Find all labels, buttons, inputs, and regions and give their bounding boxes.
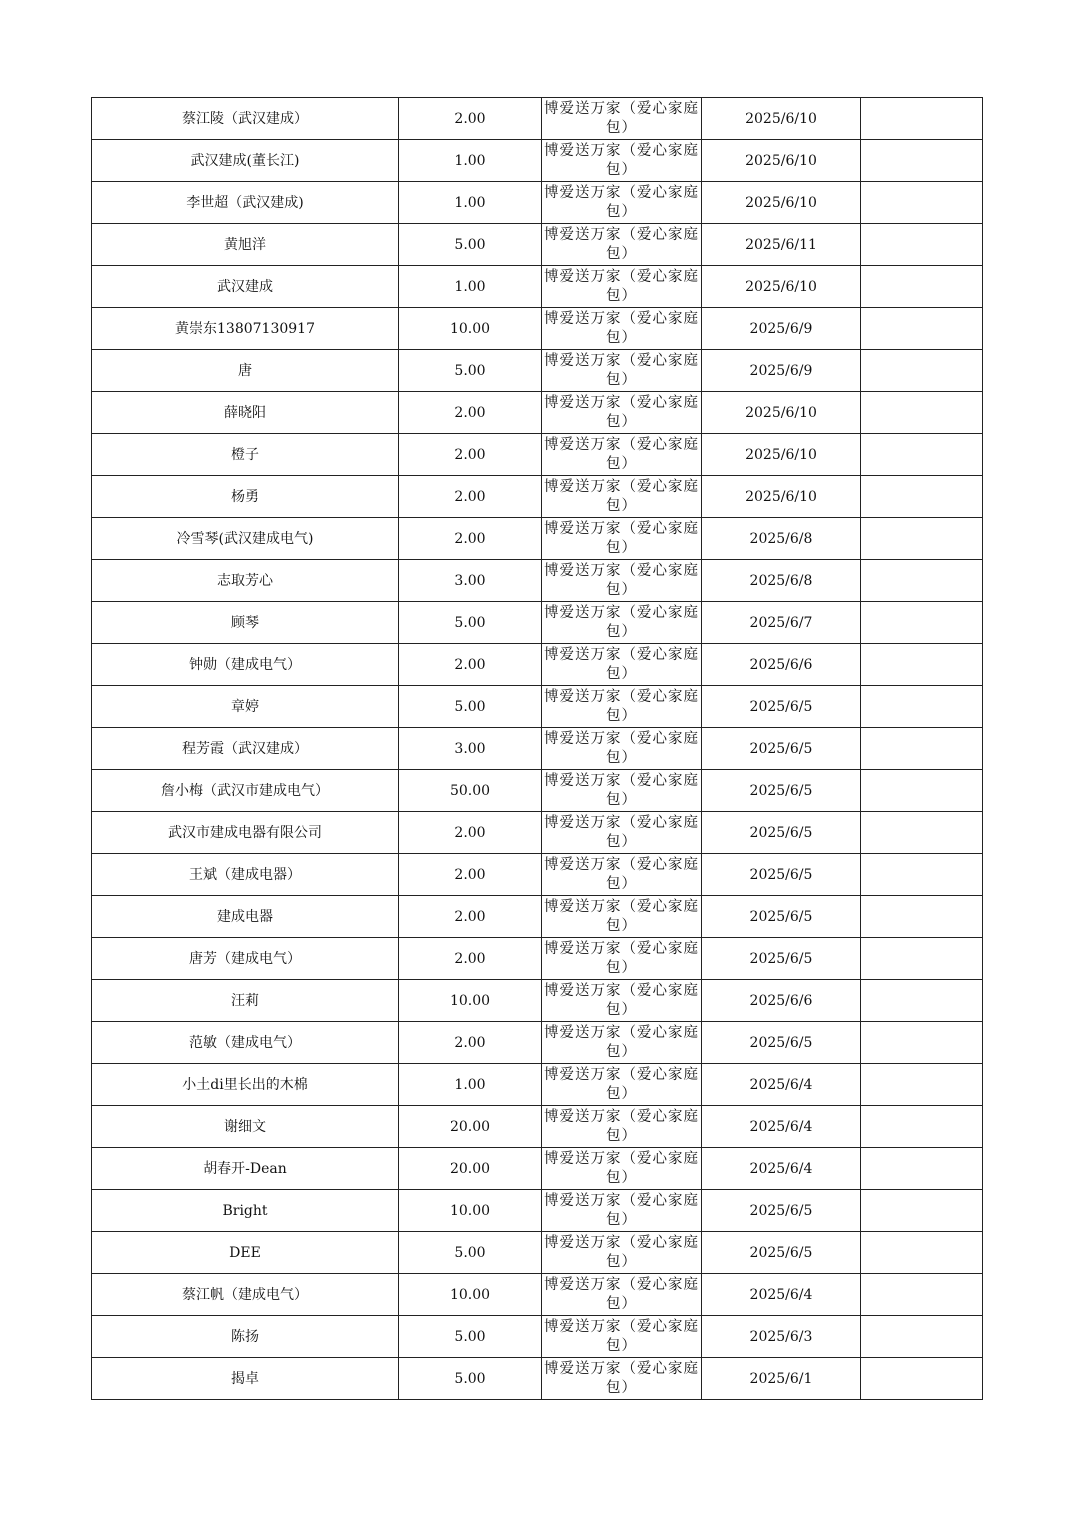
note-cell: [861, 854, 983, 896]
note-cell: [861, 98, 983, 140]
project-cell: 博爱送万家（爱心家庭包）: [542, 560, 702, 602]
donor-name-cell: 杨勇: [92, 476, 399, 518]
note-cell: [861, 1148, 983, 1190]
date-cell: 2025/6/6: [702, 980, 861, 1022]
project-cell: 博爱送万家（爱心家庭包）: [542, 980, 702, 1022]
project-cell: 博爱送万家（爱心家庭包）: [542, 1190, 702, 1232]
table-row: [92, 1106, 983, 1148]
date-cell: 2025/6/9: [702, 308, 861, 350]
table-row: [92, 896, 983, 938]
table-row: [92, 938, 983, 980]
donor-name-cell: 黄崇东13807130917: [92, 308, 399, 350]
project-cell: 博爱送万家（爱心家庭包）: [542, 1148, 702, 1190]
table-row: [92, 1148, 983, 1190]
amount-cell: 5.00: [399, 602, 542, 644]
amount-cell: 2.00: [399, 896, 542, 938]
project-cell: 博爱送万家（爱心家庭包）: [542, 1022, 702, 1064]
note-cell: [861, 896, 983, 938]
donor-name-cell: 章婷: [92, 686, 399, 728]
date-cell: 2025/6/6: [702, 644, 861, 686]
amount-cell: 2.00: [399, 938, 542, 980]
amount-cell: 20.00: [399, 1106, 542, 1148]
project-cell: 博爱送万家（爱心家庭包）: [542, 1316, 702, 1358]
project-cell: 博爱送万家（爱心家庭包）: [542, 140, 702, 182]
amount-cell: 5.00: [399, 686, 542, 728]
table-row: [92, 686, 983, 728]
date-cell: 2025/6/8: [702, 560, 861, 602]
donor-name-cell: 冷雪琴(武汉建成电气): [92, 518, 399, 560]
amount-cell: 50.00: [399, 770, 542, 812]
table-row: [92, 644, 983, 686]
donor-name-cell: 谢细文: [92, 1106, 399, 1148]
donor-name-cell: 揭卓: [92, 1358, 399, 1400]
table-row: [92, 308, 983, 350]
date-cell: 2025/6/4: [702, 1274, 861, 1316]
date-cell: 2025/6/10: [702, 98, 861, 140]
note-cell: [861, 308, 983, 350]
project-cell: 博爱送万家（爱心家庭包）: [542, 938, 702, 980]
donor-name-cell: 李世超（武汉建成): [92, 182, 399, 224]
project-cell: 博爱送万家（爱心家庭包）: [542, 224, 702, 266]
table-row: [92, 392, 983, 434]
amount-cell: 2.00: [399, 812, 542, 854]
note-cell: [861, 980, 983, 1022]
project-cell: 博爱送万家（爱心家庭包）: [542, 1274, 702, 1316]
donor-name-cell: 黄旭洋: [92, 224, 399, 266]
date-cell: 2025/6/10: [702, 266, 861, 308]
table-row: [92, 728, 983, 770]
table-row: [92, 1316, 983, 1358]
donor-name-cell: 胡春开-Dean: [92, 1148, 399, 1190]
table-row: [92, 476, 983, 518]
table-row: [92, 224, 983, 266]
table-row: [92, 518, 983, 560]
table-row: [92, 140, 983, 182]
project-cell: 博爱送万家（爱心家庭包）: [542, 266, 702, 308]
table-row: [92, 980, 983, 1022]
amount-cell: 1.00: [399, 182, 542, 224]
note-cell: [861, 560, 983, 602]
project-cell: 博爱送万家（爱心家庭包）: [542, 602, 702, 644]
table-row: [92, 602, 983, 644]
amount-cell: 2.00: [399, 98, 542, 140]
donor-name-cell: Bright: [92, 1190, 399, 1232]
date-cell: 2025/6/5: [702, 854, 861, 896]
amount-cell: 3.00: [399, 560, 542, 602]
date-cell: 2025/6/5: [702, 686, 861, 728]
note-cell: [861, 938, 983, 980]
amount-cell: 5.00: [399, 1232, 542, 1274]
note-cell: [861, 728, 983, 770]
note-cell: [861, 182, 983, 224]
donor-name-cell: 橙子: [92, 434, 399, 476]
amount-cell: 5.00: [399, 224, 542, 266]
project-cell: 博爱送万家（爱心家庭包）: [542, 350, 702, 392]
donor-name-cell: 武汉建成(董长江): [92, 140, 399, 182]
project-cell: 博爱送万家（爱心家庭包）: [542, 896, 702, 938]
date-cell: 2025/6/5: [702, 770, 861, 812]
table-row: [92, 854, 983, 896]
donor-name-cell: 蔡江帆（建成电气）: [92, 1274, 399, 1316]
date-cell: 2025/6/7: [702, 602, 861, 644]
amount-cell: 2.00: [399, 392, 542, 434]
project-cell: 博爱送万家（爱心家庭包）: [542, 98, 702, 140]
date-cell: 2025/6/11: [702, 224, 861, 266]
project-cell: 博爱送万家（爱心家庭包）: [542, 1106, 702, 1148]
date-cell: 2025/6/1: [702, 1358, 861, 1400]
donor-name-cell: 小土di里长出的木棉: [92, 1064, 399, 1106]
table-row: [92, 98, 983, 140]
note-cell: [861, 812, 983, 854]
date-cell: 2025/6/8: [702, 518, 861, 560]
note-cell: [861, 686, 983, 728]
date-cell: 2025/6/10: [702, 476, 861, 518]
note-cell: [861, 1022, 983, 1064]
donor-name-cell: 程芳霞（武汉建成）: [92, 728, 399, 770]
donation-table: [91, 97, 983, 1400]
table-row: [92, 350, 983, 392]
table-row: [92, 770, 983, 812]
project-cell: 博爱送万家（爱心家庭包）: [542, 686, 702, 728]
note-cell: [861, 266, 983, 308]
note-cell: [861, 140, 983, 182]
donor-name-cell: 志取芳心: [92, 560, 399, 602]
amount-cell: 2.00: [399, 1022, 542, 1064]
amount-cell: 2.00: [399, 518, 542, 560]
date-cell: 2025/6/10: [702, 434, 861, 476]
note-cell: [861, 1274, 983, 1316]
note-cell: [861, 602, 983, 644]
donor-name-cell: 钟勋（建成电气）: [92, 644, 399, 686]
donor-name-cell: 建成电器: [92, 896, 399, 938]
amount-cell: 5.00: [399, 350, 542, 392]
note-cell: [861, 1358, 983, 1400]
donor-name-cell: 詹小梅（武汉市建成电气）: [92, 770, 399, 812]
project-cell: 博爱送万家（爱心家庭包）: [542, 308, 702, 350]
table-row: [92, 1190, 983, 1232]
amount-cell: 1.00: [399, 266, 542, 308]
amount-cell: 3.00: [399, 728, 542, 770]
table-row: [92, 560, 983, 602]
amount-cell: 1.00: [399, 140, 542, 182]
table-row: [92, 1232, 983, 1274]
project-cell: 博爱送万家（爱心家庭包）: [542, 812, 702, 854]
note-cell: [861, 1106, 983, 1148]
date-cell: 2025/6/5: [702, 728, 861, 770]
amount-cell: 2.00: [399, 434, 542, 476]
date-cell: 2025/6/4: [702, 1148, 861, 1190]
amount-cell: 5.00: [399, 1316, 542, 1358]
donor-name-cell: 薛晓阳: [92, 392, 399, 434]
table-row: [92, 1358, 983, 1400]
donor-name-cell: 唐: [92, 350, 399, 392]
donor-name-cell: 范敏（建成电气）: [92, 1022, 399, 1064]
donor-name-cell: 蔡江陵（武汉建成）: [92, 98, 399, 140]
donor-name-cell: 武汉建成: [92, 266, 399, 308]
amount-cell: 2.00: [399, 644, 542, 686]
note-cell: [861, 644, 983, 686]
note-cell: [861, 770, 983, 812]
date-cell: 2025/6/5: [702, 1022, 861, 1064]
donor-name-cell: 汪莉: [92, 980, 399, 1022]
project-cell: 博爱送万家（爱心家庭包）: [542, 476, 702, 518]
date-cell: 2025/6/4: [702, 1106, 861, 1148]
project-cell: 博爱送万家（爱心家庭包）: [542, 854, 702, 896]
note-cell: [861, 1316, 983, 1358]
note-cell: [861, 224, 983, 266]
date-cell: 2025/6/3: [702, 1316, 861, 1358]
table-row: [92, 1064, 983, 1106]
note-cell: [861, 392, 983, 434]
note-cell: [861, 476, 983, 518]
project-cell: 博爱送万家（爱心家庭包）: [542, 1064, 702, 1106]
donor-name-cell: 王斌（建成电器）: [92, 854, 399, 896]
table-row: [92, 434, 983, 476]
project-cell: 博爱送万家（爱心家庭包）: [542, 518, 702, 560]
amount-cell: 10.00: [399, 308, 542, 350]
date-cell: 2025/6/5: [702, 938, 861, 980]
date-cell: 2025/6/5: [702, 1232, 861, 1274]
amount-cell: 5.00: [399, 1358, 542, 1400]
project-cell: 博爱送万家（爱心家庭包）: [542, 728, 702, 770]
project-cell: 博爱送万家（爱心家庭包）: [542, 392, 702, 434]
note-cell: [861, 1232, 983, 1274]
note-cell: [861, 518, 983, 560]
donor-name-cell: 唐芳（建成电气）: [92, 938, 399, 980]
date-cell: 2025/6/5: [702, 896, 861, 938]
date-cell: 2025/6/4: [702, 1064, 861, 1106]
donor-name-cell: 顾琴: [92, 602, 399, 644]
date-cell: 2025/6/9: [702, 350, 861, 392]
donor-name-cell: 陈扬: [92, 1316, 399, 1358]
amount-cell: 20.00: [399, 1148, 542, 1190]
donation-table-body: [92, 98, 983, 1400]
amount-cell: 10.00: [399, 1190, 542, 1232]
note-cell: [861, 1064, 983, 1106]
donor-name-cell: 武汉市建成电器有限公司: [92, 812, 399, 854]
note-cell: [861, 434, 983, 476]
project-cell: 博爱送万家（爱心家庭包）: [542, 1358, 702, 1400]
table-row: [92, 182, 983, 224]
project-cell: 博爱送万家（爱心家庭包）: [542, 644, 702, 686]
amount-cell: 2.00: [399, 854, 542, 896]
date-cell: 2025/6/10: [702, 140, 861, 182]
note-cell: [861, 350, 983, 392]
date-cell: 2025/6/10: [702, 182, 861, 224]
amount-cell: 10.00: [399, 1274, 542, 1316]
project-cell: 博爱送万家（爱心家庭包）: [542, 1232, 702, 1274]
amount-cell: 2.00: [399, 476, 542, 518]
table-row: [92, 812, 983, 854]
amount-cell: 1.00: [399, 1064, 542, 1106]
date-cell: 2025/6/5: [702, 812, 861, 854]
project-cell: 博爱送万家（爱心家庭包）: [542, 770, 702, 812]
date-cell: 2025/6/10: [702, 392, 861, 434]
project-cell: 博爱送万家（爱心家庭包）: [542, 182, 702, 224]
table-row: [92, 1022, 983, 1064]
note-cell: [861, 1190, 983, 1232]
date-cell: 2025/6/5: [702, 1190, 861, 1232]
amount-cell: 10.00: [399, 980, 542, 1022]
project-cell: 博爱送万家（爱心家庭包）: [542, 434, 702, 476]
donor-name-cell: DEE: [92, 1232, 399, 1274]
table-row: [92, 1274, 983, 1316]
table-row: [92, 266, 983, 308]
